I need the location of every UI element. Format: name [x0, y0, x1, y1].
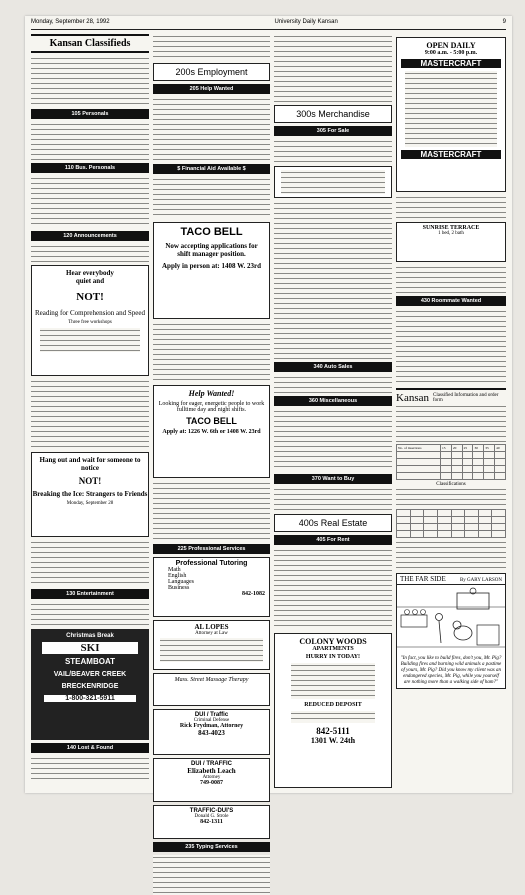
intro-text — [31, 56, 149, 106]
ad-reading-not: NOT! — [76, 291, 104, 303]
ad-leach-l2: Elizabeth Leach — [187, 767, 236, 775]
section-header-auto-sales: 340 Auto Sales — [274, 362, 392, 372]
ad-tutor-l1: Professional Tutoring — [175, 560, 248, 567]
ad-colony-phone: 842-5111 — [316, 726, 350, 736]
ad-dui-frydman — [153, 709, 270, 755]
ad-traffic-strole — [153, 805, 270, 839]
ad-sunrise-terrace — [396, 222, 506, 262]
financial-aid-text — [153, 177, 270, 219]
ad-lopes-details — [160, 638, 263, 662]
section-header-announcements: 120 Announcements — [31, 231, 149, 241]
section-banner-employment: 200s Employment — [153, 63, 270, 81]
entertainment-text — [31, 602, 149, 626]
column-3 — [274, 34, 392, 787]
ad-open-daily — [396, 37, 506, 192]
ad-reading-workshop — [31, 265, 149, 376]
rates-header-cell: 25 — [462, 445, 473, 452]
for-sale-text — [274, 139, 392, 163]
rates-header-cell: 30 — [473, 445, 484, 452]
ad-open-l1: OPEN DAILY — [426, 41, 476, 50]
section-header-misc: 360 Miscellaneous — [274, 396, 392, 406]
ad-ski-l5: BRECKENRIDGE — [61, 683, 119, 690]
ad-ice-l3: Breaking the Ice: Strangers to Friends — [32, 490, 148, 498]
ad-colony-hours — [291, 711, 375, 723]
ad-taco2-l2: Looking for eager, energetic people to work fulltime day and night shifts. — [158, 401, 265, 413]
want-to-buy-text — [274, 487, 392, 511]
ad-ski-phone: 1-800-321-5911 — [44, 695, 136, 702]
taco-bell-logo: TACO BELL — [180, 226, 243, 238]
auto-sales-text — [274, 375, 392, 393]
ad-breaking-ice — [31, 452, 149, 537]
ad-reading-l4: Reading for Comprehension and Speed — [34, 309, 146, 317]
ad-taco2-l1: Help Wanted! — [188, 389, 235, 398]
section-header-financial-aid: $ Financial Aid Available $ — [153, 164, 270, 174]
section-header-typing: 235 Typing Services — [153, 842, 270, 852]
section-banner-real-estate: 400s Real Estate — [274, 514, 392, 532]
ad-reading-l5: Three free workshops — [68, 320, 112, 325]
ad-leach-l1: DUI / TRAFFIC — [191, 761, 232, 767]
ad-colony-address: 1301 W. 24th — [310, 736, 356, 745]
ad-boxed-sale-text — [281, 170, 385, 194]
rates-header-row — [397, 445, 506, 452]
section-header-for-rent: 405 For Rent — [274, 535, 392, 545]
rates-row — [397, 459, 506, 466]
section-header-prof-services: 225 Professional Services — [153, 544, 270, 554]
rates-header-cell: 35 — [484, 445, 495, 452]
ad-ice-not: NOT! — [78, 476, 102, 486]
order-form-instructions — [396, 404, 506, 444]
ad-tutor-phone: 842-1082 — [242, 591, 265, 597]
ad-tutoring — [153, 557, 270, 617]
column-4 — [396, 34, 506, 787]
ad-elizabeth-leach — [153, 758, 270, 802]
ad-colony-l4: REDUCED DEPOSIT — [304, 702, 362, 708]
ad-tutor-english: English — [168, 573, 187, 579]
running-head-page: 9 — [502, 19, 506, 25]
order-form-header — [396, 392, 506, 404]
announcements-more-text — [31, 379, 149, 449]
rates-row — [397, 452, 506, 459]
rates-row — [397, 473, 506, 480]
ad-christmas-ski — [31, 629, 149, 740]
roommate-text — [396, 309, 506, 385]
section-header-help-wanted: 205 Help Wanted — [153, 84, 270, 94]
help-wanted-text — [153, 97, 270, 161]
bus-personals-text — [31, 176, 149, 228]
misc-sales-text — [274, 409, 392, 471]
misc-text — [31, 540, 149, 586]
lost-found-text — [31, 756, 149, 780]
rates-header-cell: 40 — [495, 445, 506, 452]
courtroom-illustration — [397, 585, 505, 655]
rates-header-cell: No. of insertions — [397, 445, 441, 452]
column-2 — [153, 34, 270, 850]
section-header-roommate: 430 Roommate Wanted — [396, 296, 506, 306]
ad-taco-bell-help — [153, 385, 270, 478]
jobs-more-text — [153, 481, 270, 541]
ad-taco1-l1: Now accepting applications for shift manager position. — [165, 242, 258, 258]
ad-dui-phone: 843-4023 — [198, 729, 225, 737]
ad-leach-l3: Attorney — [202, 775, 221, 780]
ad-ski-l4: VAIL/BEAVER CREEK — [53, 671, 127, 678]
ad-taco1-l2: Apply in person at: 1408 W. 23rd — [162, 262, 261, 270]
ad-reading-l1: Hear everybody — [66, 269, 114, 277]
ad-strole-l1: TRAFFIC-DUI'S — [189, 808, 234, 814]
ad-sunrise-l2: 1 bed, 2 bath — [438, 231, 464, 236]
section-header-entertainment: 130 Entertainment — [31, 589, 149, 599]
newspaper-page — [25, 16, 512, 850]
col2-top-text — [153, 34, 270, 60]
ad-reading-details — [40, 328, 140, 352]
running-head-date: Monday, September 28, 1992 — [31, 19, 110, 25]
personals-text — [31, 122, 149, 160]
ad-dui-l3: Rick Frydman, Attorney — [179, 723, 244, 729]
ad-ski-l2: SKI — [42, 642, 138, 654]
ad-colony-l3: HURRY IN TODAY! — [305, 654, 361, 660]
rates-header-cell: 15 — [441, 445, 452, 452]
ad-tutor-languages: Languages — [168, 579, 194, 585]
for-sale-more-text — [274, 201, 392, 359]
ad-taco2-l3: Apply at: 1226 W. 6th or 1408 W. 23rd — [162, 429, 261, 435]
far-side-cartoon — [396, 573, 506, 689]
ad-taco-bell-manager — [153, 222, 270, 319]
jobs-text — [153, 322, 270, 382]
col4-text — [396, 195, 506, 219]
typing-text — [153, 855, 270, 895]
announcements-text — [31, 244, 149, 262]
ad-strole-phone: 842-1311 — [200, 819, 223, 825]
rates-header-cell: 20 — [451, 445, 462, 452]
ad-lopes-l2: Attorney at Law — [195, 631, 228, 636]
for-rent-text — [274, 548, 392, 630]
section-header-want-to-buy: 370 Want to Buy — [274, 474, 392, 484]
taco-bell-logo-2: TACO BELL — [186, 416, 237, 426]
ad-tutor-math: Math — [168, 567, 181, 573]
ad-tutor-business: Business — [168, 585, 190, 591]
col3-top-text — [274, 34, 392, 102]
ad-dui-l2: Criminal Defense — [193, 718, 230, 723]
section-header-for-sale: 305 For Sale — [274, 126, 392, 136]
ad-lopes-l1: AL LOPES — [194, 623, 229, 631]
ad-mastercraft-logo: MASTERCRAFT — [401, 59, 501, 68]
running-head — [31, 19, 506, 30]
section-header-personals: 105 Personals — [31, 109, 149, 119]
ad-reading-l2: quiet and — [75, 277, 105, 285]
classifieds-masthead: Kansan Classifieds — [31, 34, 149, 53]
ad-colony-l2: APARTMENTS — [312, 646, 354, 652]
far-side-header — [397, 574, 505, 585]
far-side-caption: "In fact, you like to build fires, don't you, Mr. Pig? Building fires and burning wild animals a pastime of yours, Mr. Pig? Did you know my client was an endangered species, Mr. Pig, while you yourself are nothing more than a walking side of ham?" — [400, 656, 502, 685]
ad-leach-phone: 749-0087 — [200, 780, 223, 786]
far-side-title: THE FAR SIDE — [400, 575, 446, 583]
ad-ice-l4: Monday, September 28 — [66, 501, 114, 506]
section-banner-merchandise: 300s Merchandise — [274, 105, 392, 123]
ad-colony-l1: COLONY WOODS — [299, 637, 367, 646]
order-form-title: Classified Information and order form — [433, 393, 499, 403]
order-form-fields[interactable] — [396, 540, 506, 570]
rates-row — [397, 466, 506, 473]
ad-mastercraft-logo-2: MASTERCRAFT — [401, 150, 501, 159]
ad-colony-amenities — [291, 663, 375, 699]
ad-strole-l2: Donald G. Strole — [194, 814, 229, 819]
classifications-label: Classifications — [436, 482, 466, 487]
order-form — [396, 388, 506, 570]
ad-ice-l1: Hang out and wait for someone to notice — [39, 456, 141, 472]
order-form-masthead: Kansan — [396, 392, 429, 404]
classifications-list — [396, 487, 506, 507]
rates-table — [396, 444, 506, 480]
ad-ski-l3: STEAMBOAT — [64, 657, 116, 666]
col4-text-2 — [396, 265, 506, 293]
order-form-blank-grid[interactable] — [396, 509, 506, 538]
column-1 — [31, 34, 149, 787]
ad-colony-woods — [274, 633, 392, 788]
ad-massage: Mass. Street Massage Therapy — [153, 673, 270, 706]
ad-dui-l1: DUI / Traffic — [194, 712, 229, 718]
section-header-bus-personals: 110 Bus. Personals — [31, 163, 149, 173]
ad-open-listings — [405, 71, 497, 147]
ad-sunrise-l1: SUNRISE TERRACE — [422, 225, 480, 231]
running-head-paper: University Daily Kansan — [274, 19, 338, 25]
ad-al-lopes — [153, 620, 270, 670]
ad-open-l2: 9:00 a.m. - 5:00 p.m. — [424, 50, 478, 56]
section-header-lost-found: 140 Lost & Found — [31, 743, 149, 753]
ad-ski-l1: Christmas Break — [66, 633, 114, 639]
far-side-byline: By GARY LARSON — [459, 578, 502, 583]
ad-boxed-sale — [274, 166, 392, 198]
